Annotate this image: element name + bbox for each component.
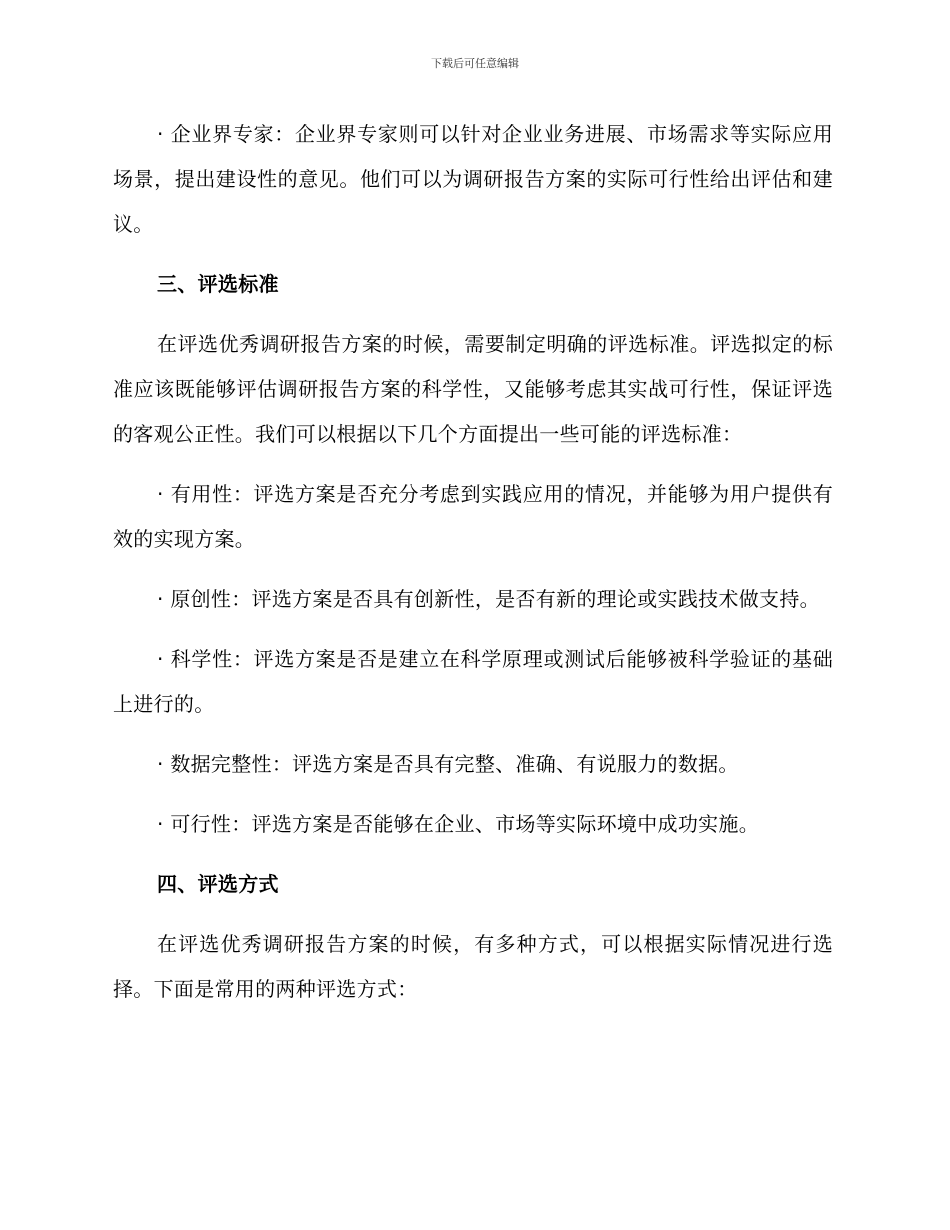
document-body bbox=[113, 112, 833, 1027]
bullet-usefulness: · 有用性：评选方案是否充分考虑到实践应用的情况，并能够为用户提供有效的实现方案。 bbox=[113, 482, 833, 551]
bullet-feasibility: · 可行性：评选方案是否能够在企业、市场等实际环境中成功实施。 bbox=[157, 812, 760, 836]
section-heading-methods: 四、评选方式 bbox=[157, 872, 279, 896]
bullet-originality: · 原创性：评选方案是否具有创新性，是否有新的理论或实践技术做支持。 bbox=[157, 587, 820, 611]
bullet-scientific: · 科学性：评选方案是否是建立在科学原理或测试后能够被科学验证的基础上进行的。 bbox=[113, 647, 833, 716]
section-heading-criteria: 三、评选标准 bbox=[157, 272, 279, 296]
paragraph-methods-intro: 在评选优秀调研报告方案的时候，有多种方式，可以根据实际情况进行选择。下面是常用的两种评选方式： bbox=[113, 932, 833, 1001]
bullet-data-completeness: · 数据完整性：评选方案是否具有完整、准确、有说服力的数据。 bbox=[157, 752, 739, 776]
paragraph-criteria-intro: 在评选优秀调研报告方案的时候，需要制定明确的评选标准。评选拟定的标准应该既能够评估调研报告方案的科学性，又能够考虑其实战可行性，保证评选的客观公正性。我们可以根据以下几个方面提出一些可能的评选标准： bbox=[113, 332, 833, 446]
page-header: 下载后可任意编辑 bbox=[431, 57, 519, 70]
paragraph-industry-experts: · 企业界专家：企业界专家则可以针对企业业务进展、市场需求等实际应用场景，提出建设性的意见。他们可以为调研报告方案的实际可行性给出评估和建议。 bbox=[113, 122, 833, 236]
